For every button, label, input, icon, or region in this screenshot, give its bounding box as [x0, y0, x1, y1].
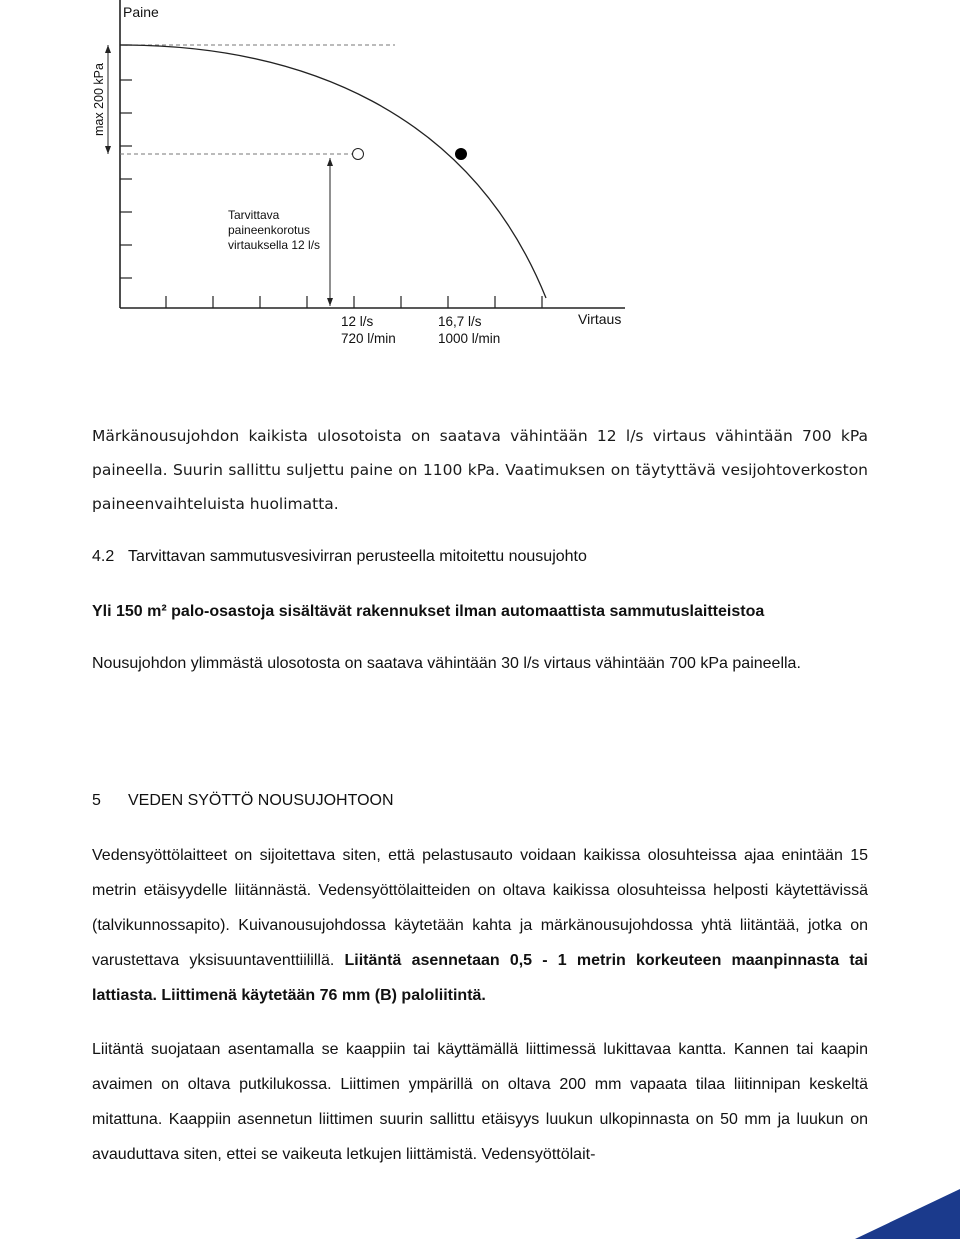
paragraph-wet-riser-requirement: Märkänousujohdon kaikista ulosotoista on saatava vähintään 12 l/s virtaus vähintään 700 kPa paineella. Suurin sallittu suljettu paine on 1100 kPa. Vaatimuksen on täytyttävä vesijohtoverkoston paineenvaihteluista huolimatta.: [92, 427, 868, 513]
bracket-arrow-top: [105, 45, 111, 53]
pump-curve: [120, 45, 546, 298]
open-point-marker: [353, 149, 364, 160]
svg-text:1000 l/min: 1000 l/min: [438, 331, 501, 346]
pressure-flow-diagram: [0, 0, 960, 360]
max-pressure-label: max 200 kPa: [92, 63, 106, 136]
svg-text:virtauksella 12 l/s: virtauksella 12 l/s: [228, 238, 321, 252]
y-ticks: [120, 45, 132, 278]
boost-arrow-head-bottom: [327, 298, 333, 306]
svg-text:Tarvittava: Tarvittava: [228, 208, 280, 222]
svg-text:12 l/s: 12 l/s: [341, 314, 374, 329]
page-corner-accent: [855, 1189, 960, 1239]
svg-text:720 l/min: 720 l/min: [341, 331, 396, 346]
paragraph-emphasis: Liitäntä asennetaan 0,5 - 1 metrin korkeuteen maanpinnasta tai lattiasta. Liittimenä käytetään 76 mm (B) paloliitintä.: [92, 952, 868, 1004]
flow-167-label: [438, 314, 500, 346]
paragraph-water-supply: [92, 838, 868, 1013]
section-number: 4.2: [92, 548, 115, 565]
section-title: VEDEN SYÖTTÖ NOUSUJOHTOON: [128, 792, 394, 809]
boost-arrow-head-top: [327, 158, 333, 166]
bracket-arrow-bottom: [105, 146, 111, 154]
x-axis-label: Virtaus: [578, 311, 622, 327]
section-heading-5: [92, 791, 394, 811]
paragraph-connection-protection: Liitäntä suojataan asentamalla se kaappiin tai käyttämällä liittimessä lukittavaa kantta. Kannen tai kaapin avaimen on oltava putkilukossa. Liittimen ympärillä on oltava 200 mm vapaata tilaa liitinnipan keskeltä mitattuna. Kaappiin asennetun liittimen suurin sallittu etäisyys luukun ulkopinnasta on 50 mm ja luukun on avauduttava siten, ettei se vaikeuta letkujen liittämistä. Vedensyöttölait-: [92, 1041, 868, 1163]
section-heading-4-2: [92, 547, 587, 567]
x-ticks: [166, 296, 542, 308]
svg-text:16,7 l/s: 16,7 l/s: [438, 314, 482, 329]
section-number: 5: [92, 792, 101, 809]
section-title: Tarvittavan sammutusvesivirran perusteella mitoitettu nousujohto: [128, 548, 587, 565]
paragraph-riser-flow: Nousujohdon ylimmästä ulosotosta on saatava vähintään 30 l/s virtaus vähintään 700 kPa paineella.: [92, 655, 801, 672]
filled-point-marker: [455, 148, 467, 160]
required-note: [228, 208, 320, 252]
subheading-large-compartments: Yli 150 m² palo-osastoja sisältävät rakennukset ilman automaattista sammutuslaitteistoa: [92, 603, 765, 620]
flow-12-label: [341, 314, 396, 346]
paragraph-text: Vedensyöttölaitteet on sijoitettava siten, että pelastusauto voidaan kaikissa olosuhteissa ajaa enintään 15 metrin etäisyydelle liitännästä. Vedensyöttölaitteiden on oltava kaikissa olosuhteissa helposti käytettävissä (talvikunnossapito). Kuivanousujohdossa käytetään kahta ja märkänousujohdossa yhtä liitäntää, jotka on varustettava yksisuuntaventtiilillä.: [92, 847, 868, 969]
y-axis-label: Paine: [123, 4, 159, 20]
svg-text:paineenkorotus: paineenkorotus: [228, 223, 311, 237]
